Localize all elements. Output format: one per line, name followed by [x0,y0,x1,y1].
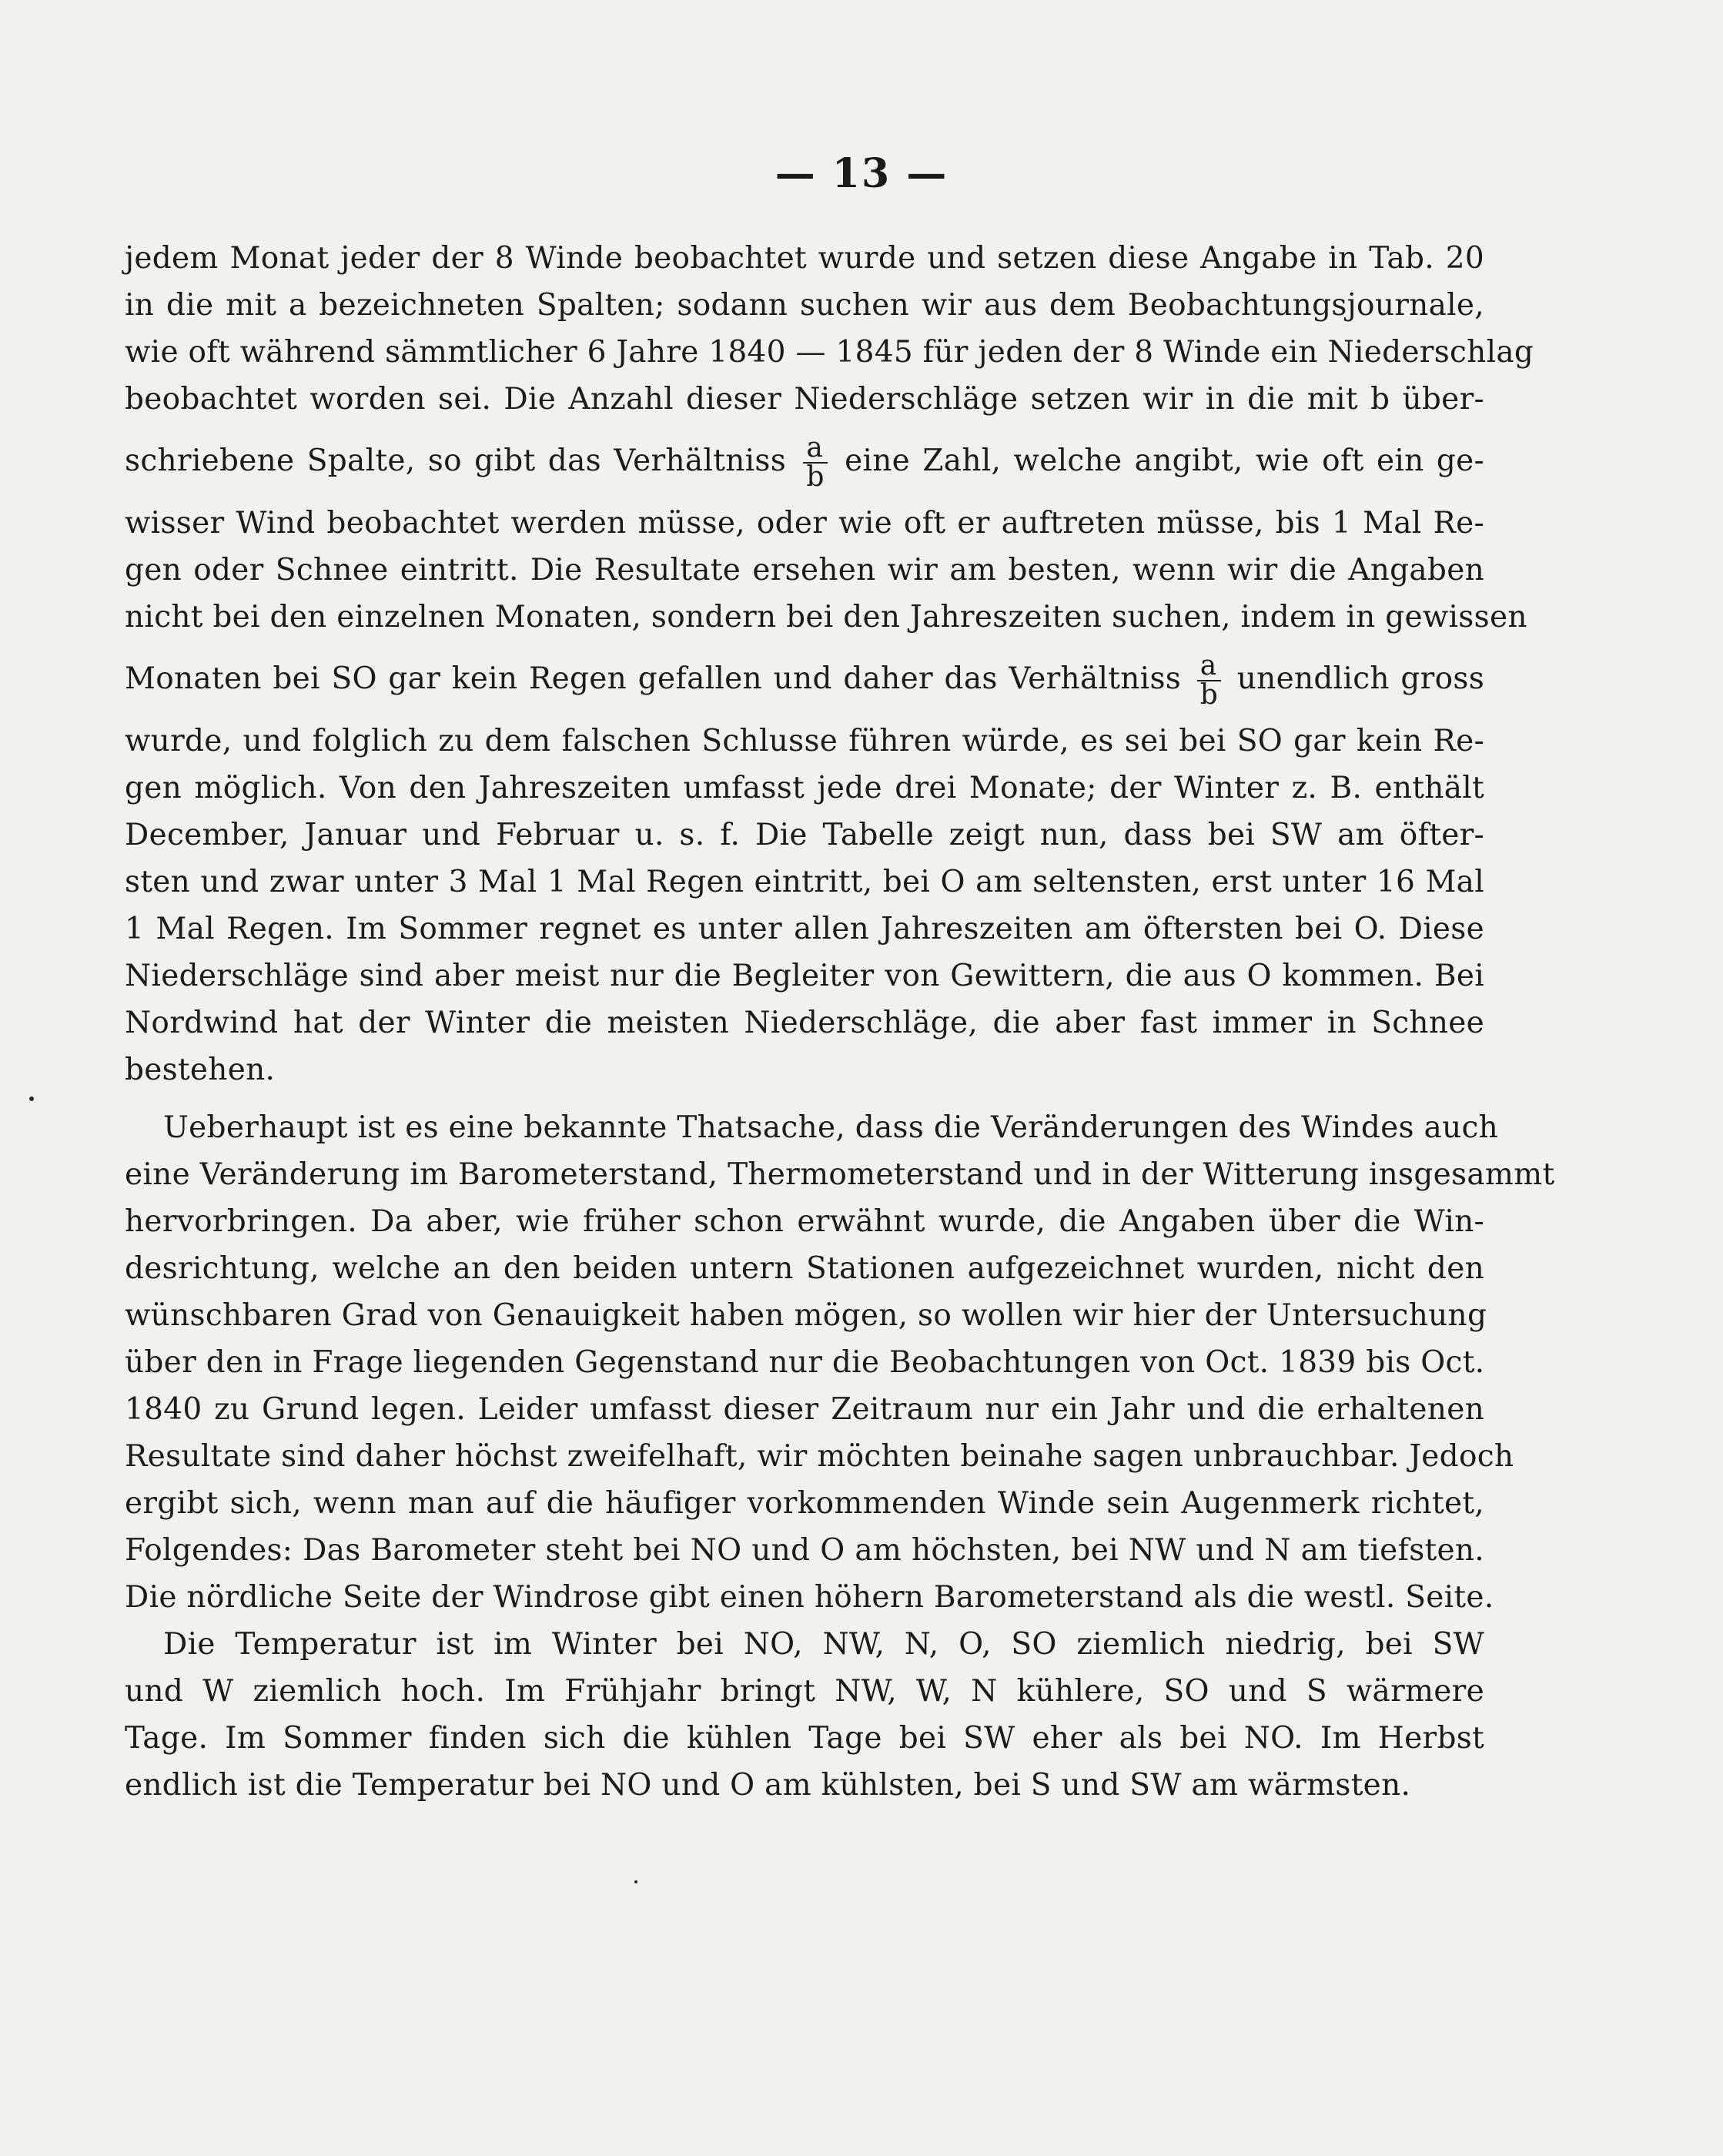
text-line: hervorbringen. Da aber, wie früher schon erwähnt wurde, die Angaben über die Win- [125,1204,1484,1239]
paragraph-gap [125,1093,1484,1104]
text-line-with-fraction [125,423,1484,500]
margin-speck [634,1880,637,1883]
text-line: und W ziemlich hoch. Im Frühjahr bringt NW, W, N kühlere, SO und S wärmere [125,1674,1484,1709]
text-line: eine Veränderung im Barometerstand, Thermometerstand und in der Witterung insgesammt [125,1157,1555,1192]
text-line: wie oft während sämmtlicher 6 Jahre 1840 — 1845 für jeden der 8 Winde ein Niederschlag [125,335,1534,370]
text-line: gen oder Schnee eintritt. Die Resultate ersehen wir am besten, wenn wir die Angaben [125,553,1484,588]
margin-speck [29,1096,34,1101]
fraction-line-text-after: eine Zahl, welche angibt, wie oft ein ge- [845,444,1484,478]
fraction-a-over-b [1197,652,1221,709]
fraction-line-text-before: schriebene Spalte, so gibt das Verhältniss [125,444,787,478]
fraction-line-text-before: Monaten bei SO gar kein Regen gefallen und daher das Verhältniss [125,661,1182,696]
text-line: Tage. Im Sommer finden sich die kühlen Tage bei SW eher als bei NO. Im Herbst [125,1721,1484,1756]
text-line-with-fraction [125,641,1484,718]
text-line: Folgendes: Das Barometer steht bei NO und O am höchsten, bei NW und N am tiefsten. [125,1533,1484,1568]
text-line: Niederschläge sind aber meist nur die Begleiter von Gewittern, die aus O kommen. Bei [125,959,1484,993]
text-line: Resultate sind daher höchst zweifelhaft, wir möchten beinahe sagen unbrauchbar. Jedoch [125,1439,1514,1474]
text-line: desrichtung, welche an den beiden untern Stationen aufgezeichnet wurden, nicht den [125,1251,1484,1286]
text-line: jedem Monat jeder der 8 Winde beobachtet wurde und setzen diese Angabe in Tab. 20 [125,241,1484,276]
text-line: wurde, und folglich zu dem falschen Schlusse führen würde, es sei bei SO gar kein Re- [125,724,1484,758]
page-number: — 13 — [775,150,948,197]
text-line: bestehen. [125,1053,276,1087]
text-line: über den in Frage liegenden Gegenstand nur die Beobachtungen von Oct. 1839 bis Oct. [125,1345,1485,1380]
text-line: wünschbaren Grad von Genauigkeit haben mögen, so wollen wir hier der Untersuchung [125,1298,1487,1333]
text-line: December, Januar und Februar u. s. f. Die Tabelle zeigt nun, dass bei SW am öfter- [125,818,1484,852]
text-line: Ueberhaupt ist es eine bekannte Thatsache, dass die Veränderungen des Windes auch [163,1110,1499,1145]
text-line: Nordwind hat der Winter die meisten Niederschläge, die aber fast immer in Schnee [125,1006,1484,1040]
text-line: 1 Mal Regen. Im Sommer regnet es unter allen Jahreszeiten am öftersten bei O. Diese [125,912,1484,946]
text-line: nicht bei den einzelnen Monaten, sondern bei den Jahreszeiten suchen, indem in gewissen [125,600,1527,634]
text-line: gen möglich. Von den Jahreszeiten umfasst jede drei Monate; der Winter z. B. enthält [125,771,1484,805]
text-line: wisser Wind beobachtet werden müsse, oder wie oft er auftreten müsse, bis 1 Mal Re- [125,506,1484,541]
fraction-numerator: a [1197,652,1221,681]
fraction-a-over-b [803,434,827,491]
text-line: Die Temperatur ist im Winter bei NO, NW, N, O, SO ziemlich niedrig, bei SW [163,1627,1484,1662]
fraction-denominator: b [1199,679,1219,711]
text-line: Die nördliche Seite der Windrose gibt einen höhern Barometerstand als die westl. Seite. [125,1580,1494,1615]
fraction-line-text-after: unendlich gross [1236,661,1485,696]
text-line: 1840 zu Grund legen. Leider umfasst dieser Zeitraum nur ein Jahr und die erhaltenen [125,1392,1484,1427]
text-line: endlich ist die Temperatur bei NO und O am kühlsten, bei S und SW am wärmsten. [125,1768,1411,1803]
text-line: beobachtet worden sei. Die Anzahl dieser Niederschläge setzen wir in die mit b über- [125,382,1484,417]
text-line: sten und zwar unter 3 Mal 1 Mal Regen eintritt, bei O am seltensten, erst unter 16 Mal [125,865,1484,899]
fraction-denominator: b [806,461,825,493]
text-line: ergibt sich, wenn man auf die häufiger vorkommenden Winde sein Augenmerk richtet, [125,1486,1484,1521]
text-line: in die mit a bezeichneten Spalten; sodann suchen wir aus dem Beobachtungsjournale, [125,288,1484,323]
fraction-numerator: a [803,434,827,464]
paragraph-1 [125,235,1555,1809]
